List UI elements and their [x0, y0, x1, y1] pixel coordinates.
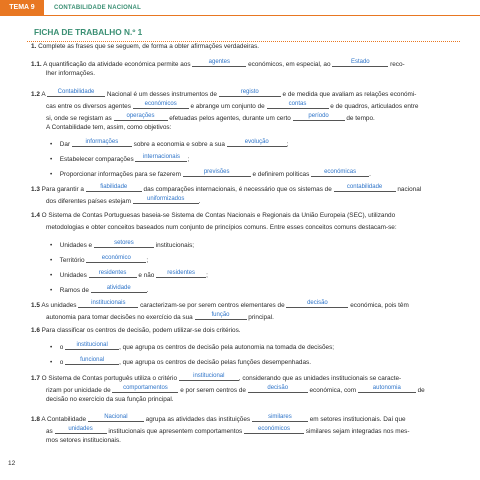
answer-blank[interactable] [252, 413, 308, 422]
text: nacional [397, 186, 422, 193]
answer-text: residentes [167, 270, 195, 276]
text: ; [286, 141, 289, 148]
answer-text: Nacional [104, 414, 128, 420]
answer-text: setores [114, 240, 134, 246]
text: em setores institucionais. Daí que [309, 416, 406, 423]
bullet-icon: • [50, 242, 53, 249]
text: e não [138, 272, 155, 279]
answer-text: económicos [144, 101, 177, 107]
text: ; [146, 257, 149, 264]
text: . [369, 171, 371, 178]
answer-blank[interactable] [334, 183, 396, 192]
text: As unidades [41, 302, 77, 309]
text: caracterizam-se por serem centros elementares de [140, 302, 285, 309]
answer-blank[interactable] [88, 413, 144, 422]
answer-text: uniformizados [147, 196, 185, 202]
answer-text: evolução [244, 139, 269, 145]
section-title: CONTABILIDADE NACIONAL [54, 5, 141, 11]
answer-text: económicas [324, 169, 357, 175]
text: das comparações internacionais, é necessário que os sistemas de [143, 186, 332, 193]
text: Nacional é um desses instrumentos de [106, 91, 217, 98]
page-number: 12 [8, 460, 16, 467]
answer-text: Estado [350, 59, 370, 65]
bullet-icon: • [50, 272, 53, 279]
text: efetuadas pelos agentes, durante um certo [169, 115, 291, 122]
item-1-2-line-3 [46, 112, 375, 123]
instruction-number: 1. [31, 43, 37, 50]
answer-text: institucionais [91, 300, 126, 306]
answer-blank[interactable] [89, 269, 137, 278]
answer-blank[interactable] [219, 88, 281, 97]
item-1-7-line-1 [31, 372, 401, 383]
text: sobre a economia e sobre a sua [133, 141, 225, 148]
bullet-icon: • [50, 287, 53, 294]
answer-blank[interactable] [179, 372, 239, 381]
item-number: 1.1. [31, 61, 42, 68]
item-number: 1.3 [31, 186, 40, 193]
item-1-3-line-1 [31, 183, 421, 194]
text: si, onde se registam as [46, 115, 112, 122]
answer-blank[interactable] [86, 254, 149, 264]
item-1-4-line-1 [31, 212, 395, 220]
answer-text: autonomia [372, 385, 401, 391]
answer-blank[interactable] [65, 341, 119, 350]
item-1-5-line-1 [31, 299, 409, 310]
text: e definirem políticas [252, 171, 310, 178]
item-1-6-bullet-2 [50, 356, 311, 367]
answer-text: função [211, 312, 230, 318]
text: , que agrupa os centros de decisão pelas funções desempenhadas. [119, 359, 311, 366]
answer-blank[interactable] [133, 195, 199, 204]
item-1-8-line-2 [46, 425, 410, 436]
answer-blank[interactable] [332, 58, 388, 67]
item-1-7-line-2 [46, 384, 425, 395]
text: similares sejam integradas nos mes- [305, 428, 410, 435]
text: Dar [59, 141, 71, 148]
text: Para garantir a [41, 186, 84, 193]
answer-text: funcional [80, 357, 105, 363]
item-1-2-line-4 [46, 124, 171, 132]
answer-blank[interactable] [195, 311, 247, 320]
item-1-4-bullet-3 [50, 269, 208, 280]
answer-blank[interactable] [72, 138, 132, 147]
tema-badge: TEMA 9 [0, 0, 44, 16]
text: . [198, 198, 201, 205]
answer-text: económico [101, 255, 131, 261]
answer-blank[interactable] [65, 356, 119, 365]
text: ; [206, 272, 208, 279]
answer-text: atividade [106, 285, 131, 291]
item-1-5-line-2 [46, 311, 274, 322]
text: Estabelecer comparações [59, 156, 134, 163]
answer-text: internacionais [142, 154, 180, 160]
text: O Sistema de Contas Portuguesas baseia-se Sistema de Contas Nacionais e Regionais da União Europeia (SEC), utilizando [41, 212, 396, 219]
bullet-icon: • [50, 257, 53, 264]
text: e de quadros, articulados entre [330, 103, 419, 110]
text: e de medida que avaliam as relações económi- [282, 91, 417, 98]
bullet-icon: • [50, 141, 53, 148]
text: de [417, 387, 425, 394]
text: rizam por unicidade de [46, 387, 111, 394]
text: A [41, 91, 46, 98]
text: e por serem centros de [180, 387, 246, 394]
text: de tempo. [346, 115, 375, 122]
text: económicos, em especial, ao [248, 61, 331, 68]
item-1-7-line-3 [46, 396, 174, 404]
answer-text: registo [240, 89, 259, 95]
item-1-1-line-2 [46, 70, 95, 78]
text: Proporcionar informações para se fazerem [59, 171, 181, 178]
item-1-4-line-2 [46, 224, 397, 232]
answer-blank[interactable] [183, 168, 251, 177]
answer-blank[interactable] [286, 299, 348, 308]
answer-text: operações [126, 113, 155, 119]
answer-blank[interactable] [78, 299, 138, 308]
answer-blank[interactable] [244, 425, 304, 434]
item-1-2-bullet-1 [50, 138, 289, 149]
answer-text: contas [288, 101, 307, 107]
item-1-1-line-1 [31, 58, 405, 69]
text: o [59, 344, 64, 351]
text: mos setores institucionais. [46, 437, 121, 444]
answer-text: decisão [307, 300, 328, 306]
text: económica, com [309, 387, 357, 394]
text: institucionais; [155, 242, 195, 249]
text: reco- [390, 61, 405, 68]
text: dos diferentes países estejam [46, 198, 131, 205]
answer-text: previsões [203, 169, 230, 175]
answer-text: decisão [267, 385, 289, 391]
bullet-icon: • [50, 359, 53, 366]
item-number: 1.4 [31, 212, 40, 219]
answer-text: período [308, 113, 329, 119]
answer-blank[interactable] [91, 284, 147, 293]
answer-text: institucional [76, 342, 108, 348]
text: metodologias e obter conceitos baseados num conjunto de princípios comuns. Entre esses conceitos comuns destacam-se: [46, 224, 397, 231]
text: Território [59, 257, 85, 264]
text: e abrange um conjunto de [190, 103, 265, 110]
text: autonomia para tomar decisões no exercício da sua [46, 314, 193, 321]
text: A quantificação da atividade económica permite aos [43, 61, 191, 68]
item-1-4-bullet-4 [50, 284, 148, 295]
answer-blank[interactable] [112, 384, 178, 393]
item-1-4-bullet-1 [50, 239, 194, 250]
item-1-3-line-2 [46, 195, 200, 206]
text: agrupa as atividades das instituições [145, 416, 251, 423]
text: Unidades [59, 272, 87, 279]
answer-text: comportamentos [123, 385, 168, 391]
item-1-8-line-3 [46, 437, 121, 445]
answer-blank[interactable] [192, 58, 246, 67]
text: decisão no exercício da sua função principal. [46, 396, 174, 403]
text: A Contabilidade [41, 416, 87, 423]
text: Para classificar os centros de decisão, podem utilizar-se dois critérios. [41, 327, 241, 334]
answer-blank[interactable] [227, 138, 287, 147]
answer-blank[interactable] [267, 100, 329, 109]
answer-blank[interactable] [156, 269, 206, 278]
answer-blank[interactable] [133, 100, 189, 109]
answer-blank[interactable] [114, 112, 168, 121]
item-1-2-bullet-2 [50, 153, 189, 164]
bullet-icon: • [50, 156, 53, 163]
bullet-icon: • [50, 344, 53, 351]
worksheet-title: FICHA DE TRABALHO N.º 1 [34, 27, 143, 37]
bullet-icon: • [50, 171, 53, 178]
item-1-4-bullet-2 [50, 254, 148, 265]
item-number: 1.6 [31, 327, 40, 334]
text: as [46, 428, 53, 435]
text: . [146, 287, 149, 294]
text: A Contabilidade tem, assim, como objetivos: [46, 124, 172, 131]
answer-text: institucional [193, 373, 225, 379]
answer-text: económicos [258, 426, 291, 432]
answer-text: agentes [208, 59, 230, 65]
text: O Sistema de Contas português utiliza o critério [41, 375, 178, 382]
item-1-8-line-1 [31, 413, 406, 424]
item-1-2-bullet-3 [50, 168, 371, 179]
text: ; [187, 156, 190, 163]
text: o [59, 359, 64, 366]
answer-blank[interactable] [311, 168, 369, 177]
answer-blank[interactable] [293, 112, 345, 121]
answer-blank[interactable] [94, 239, 154, 248]
text: lher informações. [46, 70, 96, 77]
answer-text: Contabilidade [57, 89, 95, 95]
answer-blank[interactable] [135, 153, 190, 163]
text: principal. [248, 314, 274, 321]
item-1-6-line-1 [31, 327, 241, 335]
item-number: 1.8 [31, 416, 40, 423]
answer-blank[interactable] [47, 88, 105, 97]
text: , considerando que as unidades institucionais se caracte- [238, 375, 402, 382]
answer-blank[interactable] [55, 425, 107, 434]
item-number: 1.7 [31, 375, 40, 382]
item-1-2-line-1 [31, 88, 416, 99]
item-1-2-line-2 [46, 100, 418, 111]
answer-text: contabilidade [346, 184, 383, 190]
answer-blank[interactable] [358, 384, 416, 393]
instruction-text: Complete as frases que se seguem, de forma a obter afirmações verdadeiras. [38, 43, 260, 50]
answer-text: similares [268, 414, 292, 420]
answer-blank[interactable] [248, 384, 308, 393]
answer-blank[interactable] [86, 183, 142, 192]
item-1-6-bullet-1 [50, 341, 334, 352]
text: Ramos de [59, 287, 89, 294]
answer-text: informações [85, 139, 119, 145]
text: cas entre os diversos agentes [46, 103, 131, 110]
item-number: 1.2 [31, 91, 40, 98]
text: Unidades e [59, 242, 93, 249]
text: , que agrupa os centros de decisão pela autonomia na tomada de decisões; [119, 344, 335, 351]
text: económica, pois têm [350, 302, 409, 309]
text: institucionais que apresentem comportamentos [108, 428, 243, 435]
item-number: 1.5 [31, 302, 40, 309]
answer-text: fiabilidade [100, 184, 128, 190]
answer-text: unidades [68, 426, 93, 432]
answer-text: residentes [98, 270, 127, 276]
